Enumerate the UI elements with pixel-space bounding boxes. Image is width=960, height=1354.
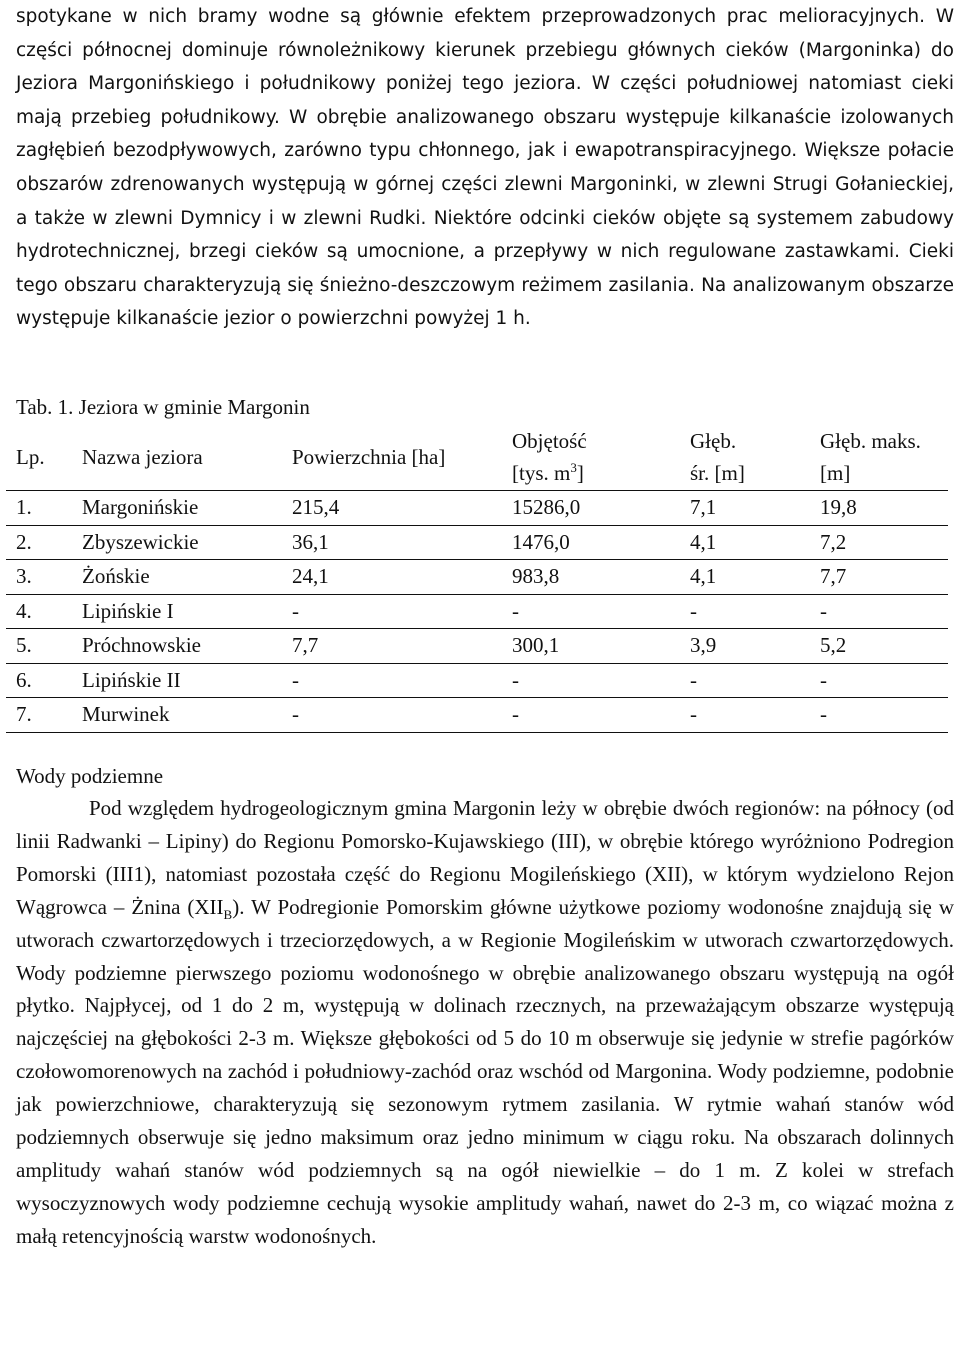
cell-depth-max: 7,2	[820, 529, 847, 554]
hydrology-paragraph: spotykane w nich bramy wodne są głównie efektem przeprowadzonych prac melioracyjnych. W części północnej dominuje równoleżnikowy kierunek przebiegu głównych cieków (Margoninka) do Jeziora Margonińskiego i południkowy poniżej tego jeziora. W części południowej natomiast cieki mają przebieg południkowy. W obrębie analizowanego obszaru występuje kilkanaście izolowanych zagłębień bezodpływowych, zarówno typu chłonnego, jak i ewapotranspiracyjnego. Większe połacie obszarów zdrenowanych występują w górnej części zlewni Margoninki, w zlewni Strugi Gołanieckiej, a także w zlewni Dymnicy i w zlewni Rudki. Niektóre odcinki cieków objęte są systemem zabudowy hydrotechnicznej, brzegi cieków są umocnione, a przepływy w nich regulowane zastawkami. Cieki tego obszaru charakteryzują się śnieżno-deszczowym reżimem zasilania. Na analizowanym obszarze występuje kilkanaście jezior o powierzchni powyżej 1 h.	[16, 6, 954, 330]
cell-volume: 1476,0	[512, 529, 570, 554]
cell-area: 36,1	[292, 529, 329, 554]
cell-lp: 3.	[16, 564, 32, 589]
table-row	[6, 594, 948, 629]
header-volume-sup: 3	[570, 460, 577, 475]
cell-name: Próchnowskie	[82, 633, 201, 658]
table-row	[6, 491, 948, 526]
lakes-table	[6, 424, 948, 733]
cell-area: -	[292, 702, 299, 727]
cell-volume: -	[512, 667, 519, 692]
cell-depth-avg: 4,1	[690, 529, 717, 554]
cell-depth-avg: 7,1	[690, 495, 717, 520]
cell-area: -	[292, 598, 299, 623]
header-lp: Lp.	[16, 445, 45, 469]
cell-name: Lipińskie I	[82, 598, 174, 623]
header-depth-max-line2: [m]	[820, 461, 851, 485]
cell-name: Murwinek	[82, 702, 170, 727]
header-depth-avg-line1: Głęb.	[690, 429, 737, 453]
header-area: Powierzchnia [ha]	[292, 445, 446, 469]
header-volume-close: ]	[576, 461, 584, 485]
table-row	[6, 629, 948, 664]
cell-volume: -	[512, 598, 519, 623]
table-row	[6, 698, 948, 733]
cell-lp: 7.	[16, 702, 32, 727]
cell-name: Zbyszewickie	[82, 529, 199, 554]
table-body	[6, 491, 948, 733]
cell-depth-avg: 3,9	[690, 633, 717, 658]
cell-lp: 6.	[16, 667, 32, 692]
header-depth-avg	[680, 424, 810, 491]
groundwater-text-part1: Pod względem hydrogeologicznym gmina Margonin leży w obrębie dwóch regionów: na północy (od linii Radwanki – Lipiny) do Regionu Pomorsko-Kujawskiego (III), w obrębie którego wyróżniono Podregion Pomorski (III1), natomiast pozostała część do Regionu Mogileńskiego (XII), w którym wydzielono Rejon Wągrowca – Żnina (XII	[16, 796, 954, 919]
cell-volume: 300,1	[512, 633, 560, 658]
table-header	[6, 424, 948, 491]
cell-name: Lipińskie II	[82, 667, 181, 692]
cell-area: -	[292, 667, 299, 692]
cell-depth-avg: -	[690, 667, 697, 692]
cell-volume: -	[512, 702, 519, 727]
header-volume-unit: [tys. m	[512, 461, 571, 485]
cell-depth-avg: -	[690, 598, 697, 623]
cell-name: Margonińskie	[82, 495, 199, 520]
groundwater-paragraph	[16, 792, 954, 1253]
header-name: Nazwa jeziora	[82, 445, 203, 469]
groundwater-subscript: B	[223, 906, 233, 922]
cell-area: 7,7	[292, 633, 319, 658]
cell-depth-max: -	[820, 598, 827, 623]
cell-area: 215,4	[292, 495, 340, 520]
cell-depth-max: 5,2	[820, 633, 847, 658]
cell-depth-max: -	[820, 702, 827, 727]
cell-area: 24,1	[292, 564, 329, 589]
cell-depth-max: 7,7	[820, 564, 847, 589]
cell-volume: 15286,0	[512, 495, 581, 520]
header-row	[6, 424, 948, 491]
section-heading: Wody podziemne	[16, 764, 164, 788]
header-volume-line1: Objętość	[512, 429, 587, 453]
header-depth-max-line1: Głęb. maks.	[820, 429, 921, 453]
cell-lp: 5.	[16, 633, 32, 658]
cell-name: Żońskie	[82, 564, 150, 589]
groundwater-text-part2: ). W Podregionie Pomorskim główne użytkowe poziomy wodonośne znajdują się w utworach czwartorzędowych i trzeciorzędowych, a w Regionie Mogileńskim w utworach czwartorzędowych. Wody podziemne pierwszego poziomu wodonośnego w obrębie analizowanego obszaru występują na ogół płytko. Najpłycej, od 1 do 2 m, występują w dolinach rzecznych, na przeważającym obszarze występują najczęściej na głębokości 2-3 m. Większe głębokości od 5 do 10 m obserwuje się jedynie w strefie pagórków czołowomorenowych na zachód i południowy-zachód oraz wschód od Margonina. Wody podziemne, podobnie jak powierzchniowe, charakteryzują się sezonowym rytmem zasilania. W rytmie wahań stanów wód podziemnych obserwuje się jedno maksimum oraz jedno minimum w ciągu roku. Na obszarach dolinnych amplitudy wahań stanów wód podziemnych są na ogół niewielkie – do 1 m. Z kolei w strefach wysoczyznowych wody podziemne cechują wysokie amplitudy wahań, nawet do 2-3 m, co wiązać można z małą retencyjnością warstw wodonośnych.	[16, 894, 954, 1248]
table-row	[6, 525, 948, 560]
table-caption: Tab. 1. Jeziora w gminie Margonin	[16, 395, 310, 419]
header-depth-max	[810, 424, 948, 491]
table-row	[6, 560, 948, 595]
cell-depth-max: -	[820, 667, 827, 692]
header-depth-avg-line2: śr. [m]	[690, 461, 745, 485]
header-volume	[502, 424, 680, 491]
cell-depth-max: 19,8	[820, 495, 857, 520]
cell-depth-avg: -	[690, 702, 697, 727]
table-row	[6, 663, 948, 698]
cell-lp: 1.	[16, 495, 32, 520]
cell-lp: 2.	[16, 529, 32, 554]
cell-depth-avg: 4,1	[690, 564, 717, 589]
cell-volume: 983,8	[512, 564, 560, 589]
cell-lp: 4.	[16, 598, 32, 623]
